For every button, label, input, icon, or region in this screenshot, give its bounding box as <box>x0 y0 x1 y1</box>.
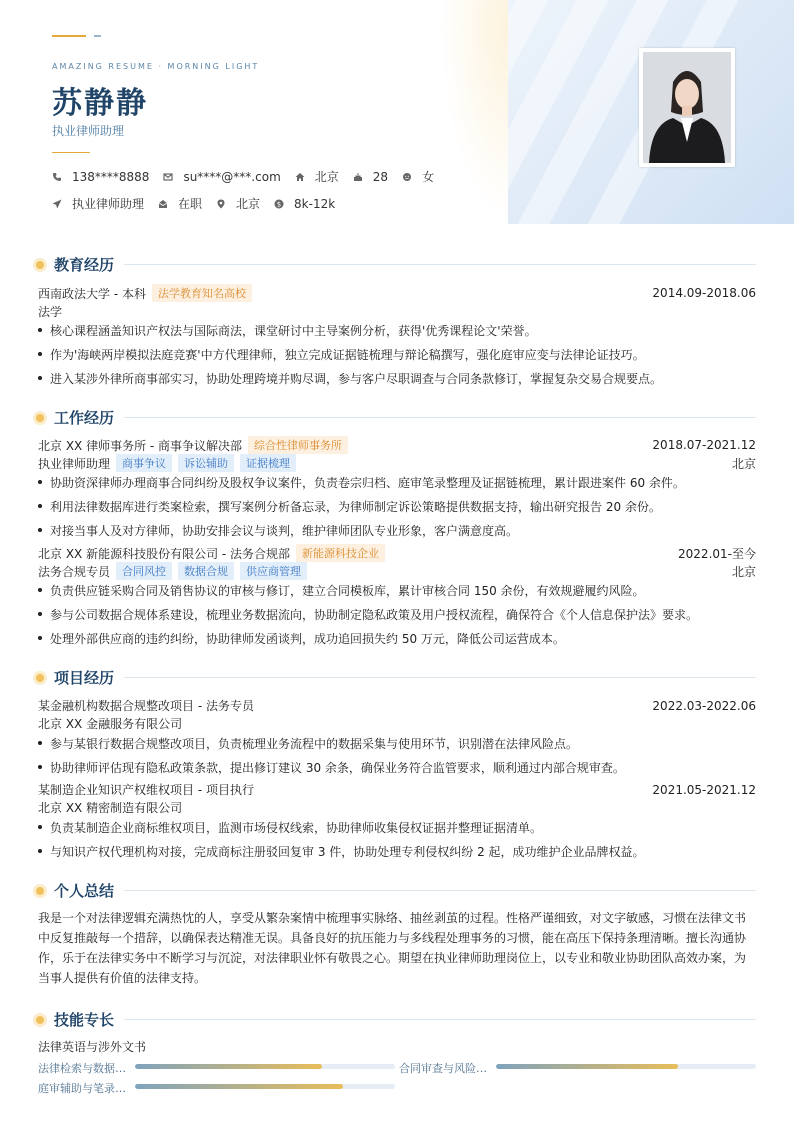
company-name: 北京 XX 新能源科技股份有限公司 - 法务合规部 <box>38 546 291 561</box>
cake-icon <box>353 172 363 182</box>
school-name: 西南政法大学 - 本科 <box>38 286 146 301</box>
skill-headline: 法律英语与涉外文书 <box>38 1040 147 1054</box>
send-icon <box>52 199 62 209</box>
salary-item: $ 8k-12k <box>274 197 335 211</box>
skill-label: 法律检索与数据… <box>38 1062 126 1075</box>
skill-bar <box>496 1064 756 1069</box>
company-name: 北京 XX 律师事务所 - 商事争议解决部 <box>38 438 243 453</box>
svg-text:$: $ <box>276 200 282 208</box>
accent-line <box>52 35 86 37</box>
inbox-icon <box>158 199 168 209</box>
job-position-row <box>38 562 756 580</box>
company-tag: 综合性律师事务所 <box>248 436 348 454</box>
skill-label: 庭审辅助与笔录… <box>38 1082 126 1095</box>
position-name: 法务合规专员 <box>38 564 111 579</box>
job-header-row <box>38 544 756 562</box>
major: 法学 <box>38 305 63 319</box>
section-dot <box>36 887 44 895</box>
candidate-name: 苏静静 <box>52 86 148 121</box>
job-date: 2022.01-至今 <box>678 546 756 561</box>
company-tag: 新能源科技企业 <box>296 544 385 562</box>
skill-tag: 证据梳理 <box>240 454 296 472</box>
education-date: 2014.09-2018.06 <box>652 286 756 300</box>
project-org: 北京 XX 精密制造有限公司 <box>38 801 183 815</box>
project-bullet: 协助律师评估现有隐私政策条款，提出修订建议 30 余条，确保业务符合监管要求，顺利通过内部合规审查。 <box>38 759 756 776</box>
job-info-row <box>52 195 349 212</box>
phone-item: 138****8888 <box>52 170 149 184</box>
school-tag: 法学教育知名高校 <box>152 284 252 302</box>
skill-tag: 商事争议 <box>116 454 172 472</box>
section-divider <box>124 890 756 891</box>
project-name: 某制造企业知识产权维权项目 - 项目执行 <box>38 783 254 797</box>
work-bullet: 负责供应链采购合同及销售协议的审核与修订，建立合同模板库，累计审核合同 150 余份，有效规避履约风险。 <box>38 582 756 599</box>
email-item: su****@***.com <box>163 170 280 184</box>
work-bullet: 参与公司数据合规体系建设，梳理业务数据流向，协助制定隐私政策及用户授权流程，确保符合《个人信息保护法》要求。 <box>38 606 756 623</box>
status-item: 在职 <box>158 195 202 212</box>
project-header-row <box>38 697 756 714</box>
skill-bar-fill <box>135 1064 322 1069</box>
gender-icon <box>402 172 412 182</box>
profile-photo-frame <box>639 48 735 167</box>
work-bullet: 对接当事人及对方律师，协助安排会议与谈判，维护律师团队专业形象，客户满意度高。 <box>38 522 756 539</box>
section-divider <box>124 264 756 265</box>
section-dot <box>36 261 44 269</box>
education-section-title: 教育经历 <box>36 254 756 275</box>
work-bullet: 协助资深律师办理商事合同纠纷及股权争议案件，负责卷宗归档、庭审笔录整理及证据链梳理，累计跟进案件 60 余件。 <box>38 474 756 491</box>
job-date: 2018.07-2021.12 <box>652 438 756 452</box>
work-bullet: 处理外部供应商的违约纠纷，协助律师发函谈判，成功追回损失约 50 万元，降低公司运营成本。 <box>38 630 756 647</box>
resume-tagline: AMAZING RESUME · MORNING LIGHT <box>52 62 260 71</box>
project-name: 某金融机构数据合规整改项目 - 法务专员 <box>38 699 254 713</box>
location-icon <box>216 199 226 209</box>
profile-photo <box>643 52 731 163</box>
education-bullet: 进入某涉外律所商事部实习，协助处理跨境并购尽调，参与客户尽职调查与合同条款修订，掌握复杂交易合规要点。 <box>38 370 756 387</box>
job-city: 北京 <box>731 564 756 579</box>
name-underline <box>52 152 90 153</box>
skill-tag: 合同风控 <box>116 562 172 580</box>
skill-bar <box>135 1084 395 1089</box>
contact-info-row <box>52 168 448 185</box>
skill-label: 合同审查与风险… <box>399 1062 487 1075</box>
city-item: 北京 <box>216 195 260 212</box>
phone-icon <box>52 172 62 182</box>
summary-section-title: 个人总结 <box>36 880 756 901</box>
project-section-title: 项目经历 <box>36 667 756 688</box>
skill-bar <box>135 1064 395 1069</box>
education-bullet: 作为'海峡两岸模拟法庭竞赛'中方代理律师，独立完成证据链梳理与辩论稿撰写，强化庭审应变与法律论证技巧。 <box>38 346 756 363</box>
job-header-row <box>38 436 756 454</box>
skill-bar-fill <box>496 1064 678 1069</box>
project-bullet: 负责某制造企业商标维权项目，监测市场侵权线索，协助律师收集侵权证据并整理证据清单。 <box>38 819 756 836</box>
home-icon <box>295 172 305 182</box>
work-section-title: 工作经历 <box>36 407 756 428</box>
age-item: 28 <box>353 170 388 184</box>
skill-tag: 供应商管理 <box>240 562 307 580</box>
section-divider <box>124 417 756 418</box>
intent-item: 执业律师助理 <box>52 195 144 212</box>
money-icon <box>274 199 284 209</box>
skill-tag: 数据合规 <box>178 562 234 580</box>
project-date: 2021.05-2021.12 <box>652 782 756 797</box>
work-bullet: 利用法律数据库进行类案检索，撰写案例分析备忘录，为律师制定诉讼策略提供数据支持，输出研究报告 20 余份。 <box>38 498 756 515</box>
skill-bar-fill <box>135 1084 343 1089</box>
section-divider <box>124 1019 756 1020</box>
section-dot <box>36 674 44 682</box>
project-header-row <box>38 781 756 798</box>
project-bullet: 参与某银行数据合规整改项目，负责梳理业务流程中的数据采集与使用环节，识别潜在法律风险点。 <box>38 735 756 752</box>
summary-text: 我是一个对法律逻辑充满热忱的人，享受从繁杂案情中梳理事实脉络、抽丝剥茧的过程。性格严谨细致，对文字敏感，习惯在法律文书中反复推敲每一个措辞，以确保表达精准无误。具备良好的抗压能力与多线程处理事务的习惯，能在高压下保持条理清晰。擅长沟通协作，乐于在法律实务中不断学习与沉淀，对法律职业怀有敬畏之心。期望在执业律师助理岗位上，以专业和敬业协助团队高效办案，为当事人提供有价值的法律支持。 <box>38 911 747 985</box>
job-city: 北京 <box>731 456 756 471</box>
project-org: 北京 XX 金融服务有限公司 <box>38 717 183 731</box>
skill-tag: 诉讼辅助 <box>178 454 234 472</box>
project-date: 2022.03-2022.06 <box>652 698 756 713</box>
home-item: 北京 <box>295 168 339 185</box>
project-bullet: 与知识产权代理机构对接，完成商标注册驳回复审 3 件，协助处理专利侵权纠纷 2 起，成功维护企业品牌权益。 <box>38 843 756 860</box>
education-header-row <box>38 284 756 302</box>
job-title: 执业律师助理 <box>52 124 125 138</box>
section-divider <box>124 677 756 678</box>
section-dot <box>36 414 44 422</box>
section-dot <box>36 1016 44 1024</box>
position-name: 执业律师助理 <box>38 456 111 471</box>
education-bullet: 核心课程涵盖知识产权法与国际商法，课堂研讨中主导案例分析，获得'优秀课程论文'荣誉。 <box>38 322 756 339</box>
skills-section-title: 技能专长 <box>36 1009 756 1030</box>
job-position-row <box>38 454 756 472</box>
accent-line-short <box>94 35 101 37</box>
mail-icon <box>163 172 173 182</box>
gender-item: 女 <box>402 168 434 185</box>
